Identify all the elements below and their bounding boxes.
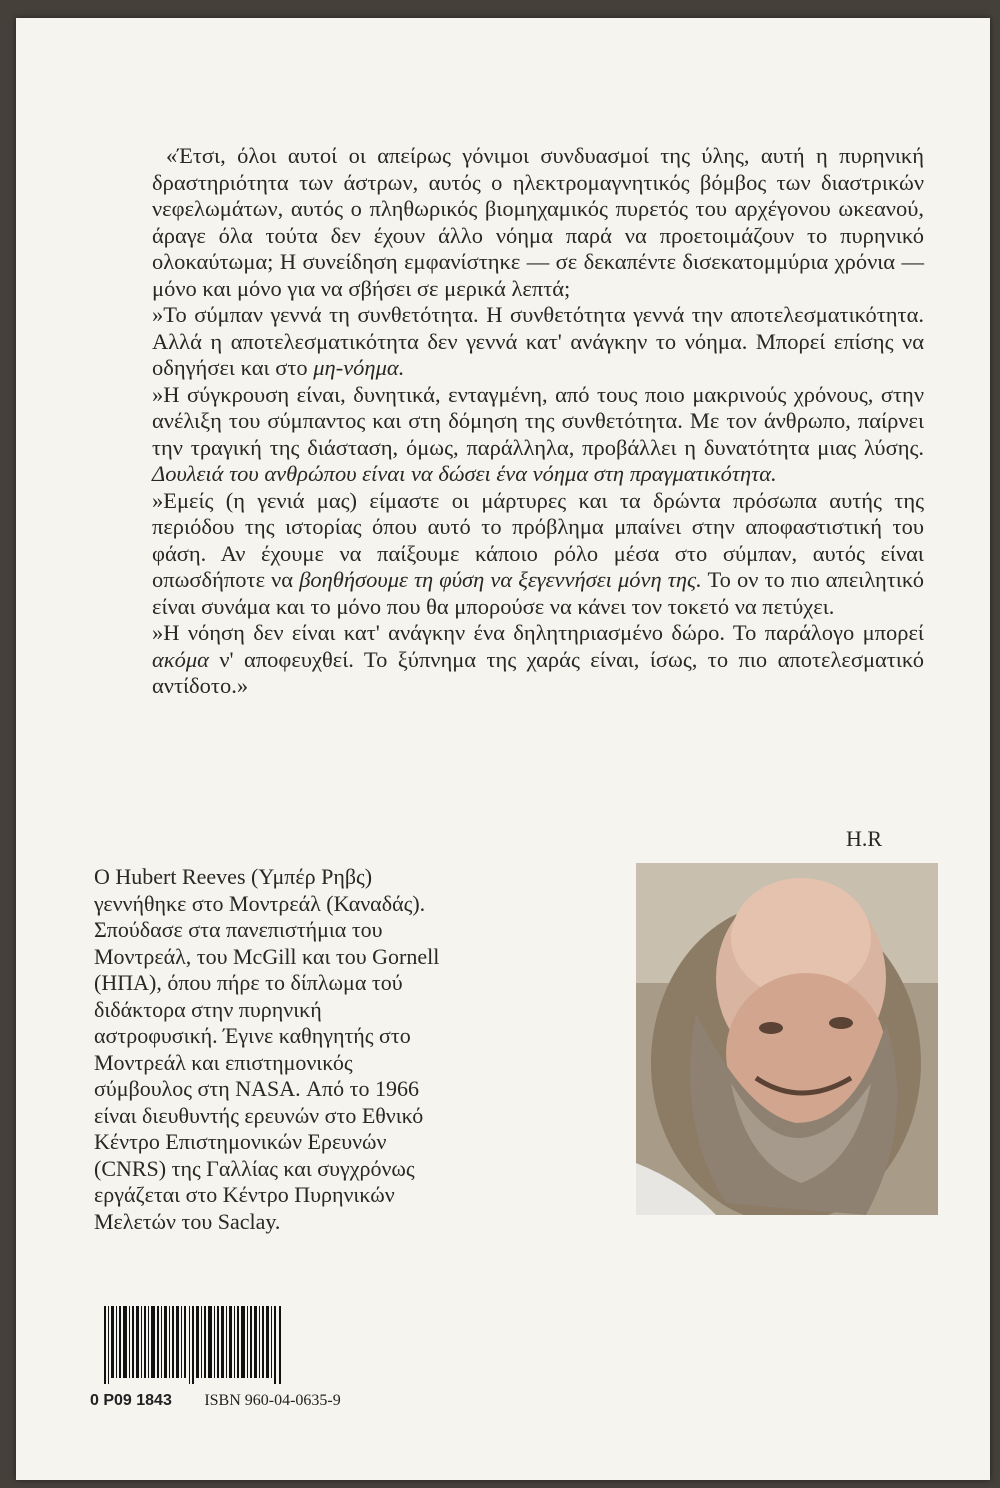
- book-back-cover: [16, 18, 990, 1480]
- bio-line: διδάκτορα στην πυρηνική: [94, 996, 322, 1022]
- bio-line: είναι διευθυντής ερευνών στο Εθνικό: [94, 1102, 424, 1128]
- product-code: 0 P09 1843: [90, 1392, 172, 1409]
- barcode: [104, 1306, 282, 1384]
- bio-line: (ΗΠΑ), όπου πήρε το δίπλωμα τού: [94, 970, 403, 995]
- quote-p2-italic: μη-νόημα.: [313, 355, 405, 380]
- bio-line: Μελετών του Saclay.: [94, 1208, 281, 1234]
- quote-p5-italic: ακόμα: [152, 646, 209, 672]
- quote-p3-italic: Δουλειά του ανθρώπου είναι να δώσει ένα νόημα στη πραγματικότητα.: [152, 461, 777, 486]
- bio-line: Ο Hubert Reeves (Υμπέρ Ρηβς): [94, 864, 373, 889]
- bio-line: σύμβουλος στη NASA. Από το 1966: [94, 1076, 419, 1101]
- quote-paragraph-5: [152, 620, 924, 700]
- author-portrait-image: [636, 863, 938, 1215]
- quote-paragraph-2: [152, 302, 924, 382]
- quote-p4-text-end: Το ον το πιο απειλητικό είναι συνάμα και το μόνο που θα μπορούσε να κάνει τον τοκετό να πετύχει.: [152, 567, 924, 619]
- quote-p5-text: »Η νόηση δεν είναι κατ' ανάγκην ένα δηλητηριασμένο δώρο. Το παράλογο μπορεί: [152, 620, 924, 645]
- bio-line: γεννήθηκε στο Μοντρεάλ (Καναδάς).: [94, 890, 426, 916]
- bio-line: Μοντρεάλ, του McGill και του Gornell: [94, 943, 440, 969]
- quote-signature: H.R: [845, 826, 882, 851]
- quote-paragraph-4: [152, 488, 924, 621]
- quote-p2-text: »Το σύμπαν γεννά τη συνθετότητα. Η συνθετότητα γεννά την αποτελεσματικότητα. Αλλά η αποτελεσματικότητα δεν γεννά κατ' ανάγκην το νόημα. Μπορεί επίσης να οδηγήσει και στο: [152, 302, 924, 380]
- bio-line: (CNRS) της Γαλλίας και συγχρόνως: [94, 1155, 415, 1181]
- author-photo: [636, 863, 938, 1215]
- quote-p5-text-end: ν' αποφευχθεί. Το ξύπνημα της χαράς είναι, ίσως, το πιο αποτελεσματικό αντίδοτο.»: [152, 646, 924, 698]
- quote-paragraph-3: [152, 382, 924, 488]
- bio-line: Κέντρο Επιστημονικών Ερευνών: [94, 1129, 387, 1154]
- quote-paragraph-1: [152, 143, 924, 302]
- quote-p4-text: »Εμείς (η γενιά μας) είμαστε οι μάρτυρες και τα δρώντα πρόσωπα αυτής της περιόδου της ιστορίας όπου αυτό το πρόβλημα μπαίνει στην αποφαστιστική του φάση. Αν έχουμε να παίξουμε κάποιο ρόλο μέσα στο σύμπαν, αυτός είναι οπωσδήποτε να: [152, 487, 924, 592]
- quote-p3-text: »Η σύγκρουση είναι, δυνητικά, ενταγμένη, από τους ποιο μακρινούς χρόνους, στην ανέλιξη του σύμπαντος και στη δόμηση της συνθετότητα. Με τον άνθρωπο, παίρνει την τραγική της διάσταση, όμως, παράλληλα, προβάλλει η δυνατότητα μιας λύσης.: [152, 381, 924, 460]
- barcode-icon: [104, 1306, 282, 1384]
- barcode-caption: [90, 1392, 341, 1410]
- quote-p1-text: «Έτσι, όλοι αυτοί οι απείρως γόνιμοι συνδυασμοί της ύλης, αυτή η πυρηνική δραστηριότητα των άστρων, αυτός ο ηλεκτρομαγνητικός βόμβος των διαστρικών νεφελωμάτων, αυτός ο πληθωρικός βιομηχαμικός πυρετός του αρχέγονου ωκεανού, άραγε όλα τούτα δεν έχουν άλλο νόημα παρά να προετοιμάζουν το πυρηνικό ολοκαύτωμα; Η συνείδηση εμφανίστηκε — σε δεκαπέντε δισεκατομμύρια χρόνια — μόνο και μόνο για να σβήσει σε μερικά λεπτά;: [152, 143, 924, 301]
- quote-block: [152, 143, 924, 700]
- quote-p4-italic: βοηθήσουμε τη φύση να ξεγεννήσει μόνη της.: [299, 567, 702, 592]
- bio-line: Σπούδασε στα πανεπιστήμια του: [94, 917, 383, 942]
- bio-line: Μοντρεάλ και επιστημονικός: [94, 1049, 353, 1075]
- author-bio: [94, 864, 594, 1235]
- isbn-number: ISBN 960-04-0635-9: [204, 1392, 341, 1409]
- bio-line: εργάζεται στο Κέντρο Πυρηνικών: [94, 1182, 395, 1207]
- bio-line: αστροφυσική. Έγινε καθηγητής στο: [94, 1023, 411, 1048]
